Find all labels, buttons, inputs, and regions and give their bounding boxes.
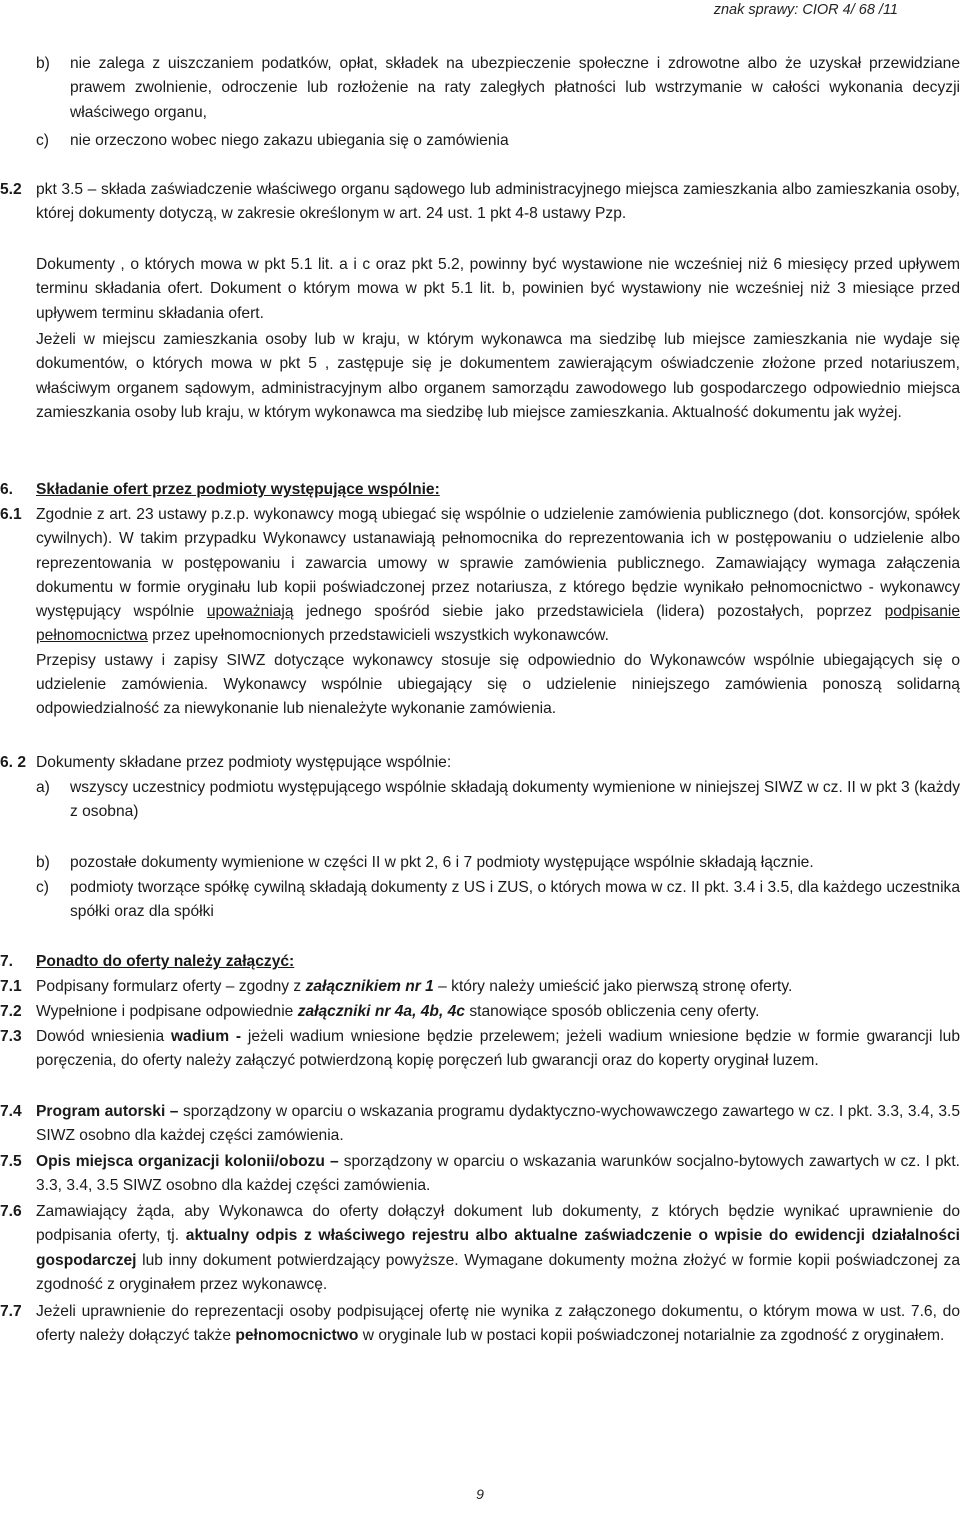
section-number: 6. — [0, 481, 14, 498]
list-item-b — [0, 52, 960, 127]
list-text: nie orzeczono wobec niego zakazu ubiegania się o zamówienia — [70, 132, 509, 149]
section-number: 7.4 — [0, 1103, 22, 1120]
list-label: b) — [36, 854, 50, 871]
section-text: Zgodnie z art. 23 ustawy p.z.p. wykonawcy mogą ubiegać się wspólnie o udzielenie zamówienia publicznego (dot. konsorcjów, spółek cywilnych). W takim przypadku Wykonawcy ustanawiają pełnomocnika do reprezentowania ich w postępowaniu o udzielenie albo reprezentowania w postępowaniu i zawarcia umowy w sprawie zamówienia publicznego. Zamawiający wymaga załączenia dokumentu w formie oryginału lub kopii poświadczonej przez notariusza, z którego będzie wynikało pełnomocnictwo - wykonawcy występujący wspólnie upoważniają jednego spośród siebie jako przedstawiciela (lidera) pozostałych, poprzez podpisanie pełnomocnictwa przez upełnomocnionych przedstawicieli wszystkich wykonawców. Przepisy ustawy i zapisy SIWZ dotyczące wykonawcy stosuje się odpowiednio do Wykonawców wspólnie ubiegających się o udzielenie zamówienia. Wykonawcy wspólnie ubiegający się o udzielenie niniejszego zamówienia ponoszą solidarną odpowiedzialność za niewykonanie lub nienależyte wykonanie zamówienia. — [36, 503, 960, 722]
joint-liability-paragraph: Przepisy ustawy i zapisy SIWZ dotyczące wykonawcy stosuje się odpowiednio do Wykonawców wspólnie ubiegających się o udzielenie zamówienia. Wykonawcy wspólnie ubiegający się o udzielenie niniejszego zamówienia ponoszą solidarną odpowiedzialność za niewykonanie lub nienależyte wykonanie zamówienia. — [36, 651, 960, 718]
list-label: c) — [36, 132, 49, 149]
section-text: Podpisany formularz oferty – zgodny z załącznikiem nr 1 – który należy umieścić jako pierwszą stronę oferty. — [36, 978, 793, 995]
list-text: nie zalega z uiszczaniem podatków, opłat, składek na ubezpieczenie społeczne i zdrowotne albo że uzyskał przewidziane prawem zwolnienie, odroczenie lub rozłożenie na raty zaległych płatności lub wstrzymanie w całości wykonania decyzji właściwego organu, — [70, 55, 960, 121]
section-number: 6.1 — [0, 506, 22, 523]
section-text: pkt 3.5 – składa zaświadczenie właściwego organu sądowego lub administracyjnego miejsca zamieszkania albo zamieszkania osoby, której dokumenty dotyczą, w zakresie określonym w art. 24 ust. 1 pkt 4-8 ustawy Pzp. — [36, 181, 960, 223]
section-title: Składanie ofert przez podmioty występujące wspólnie: — [36, 481, 440, 498]
case-reference-header: znak sprawy: CIOR 4/ 68 /11 — [713, 2, 898, 18]
list-label: c) — [36, 879, 49, 896]
list-text: pozostałe dokumenty wymienione w części II w pkt 2, 6 i 7 podmioty występujące wspólnie składają łącznie. — [70, 854, 814, 871]
section-text: Opis miejsca organizacji kolonii/obozu – sporządzony w oparciu o wskazania warunków socjalno-bytowych zawartych w cz. I pkt. 3.3, 3.4, 3.5 SIWZ osobno dla każdej części zamówienia. — [36, 1153, 960, 1195]
list-label: b) — [36, 55, 50, 72]
section-number: 7.1 — [0, 978, 22, 995]
section-title: Ponadto do oferty należy załączyć: — [36, 953, 295, 970]
page-number: 9 — [476, 1486, 484, 1502]
documents-validity-paragraph: Dokumenty , o których mowa w pkt 5.1 lit. a i c oraz pkt 5.2, powinny być wystawione nie wcześniej niż 6 miesięcy przed upływem terminu składania ofert. Dokument o którym mowa w pkt 5.1 lit. b, powinien być wystawiony nie wcześniej niż 3 miesiące przed upływem terminu składania ofert. — [36, 256, 960, 322]
section-text: Wypełnione i podpisane odpowiednie załączniki nr 4a, 4b, 4c stanowiące sposób obliczenia ceny oferty. — [36, 1003, 760, 1020]
section-text: Program autorski – sporządzony w oparciu o wskazania programu dydaktyczno-wychowawczego zawartego w cz. I pkt. 3.3, 3.4, 3.5 SIWZ osobno dla każdej części zamówienia. — [36, 1103, 960, 1145]
section-number: 5.2 — [0, 181, 22, 198]
section-number: 7.3 — [0, 1028, 22, 1045]
section-text: Jeżeli uprawnienie do reprezentacji osoby podpisującej ofertę nie wynika z załączonego dokumentu, o którym mowa w ust. 7.6, do oferty należy dołączyć także pełnomocnictwo w oryginale lub w postaci kopii poświadczonej notarialnie za zgodność z oryginałem. — [36, 1303, 960, 1345]
section-number: 7.5 — [0, 1153, 22, 1170]
section-text: Dowód wniesienia wadium - jeżeli wadium wniesione będzie przelewem; jeżeli wadium wniesione będzie w formie gwarancji lub poręczenia, do oferty należy załączyć potwierdzoną kopię poręczeń lub gwarancji oraz do koperty oryginał luzem. — [36, 1028, 960, 1070]
section-number: 7.7 — [0, 1303, 22, 1320]
foreign-documents-paragraph: Jeżeli w miejscu zamieszkania osoby lub w kraju, w którym wykonawca ma siedzibę lub miejsce zamieszkania nie wydaje się dokumentów, o których mowa w pkt 5 , zastępuje się je dokumentem zawierającym oświadczenie złożone przed notariuszem, właściwym organem sądowym, administracyjnym albo organem samorządu zawodowego lub gospodarczego odpowiednio miejsca zamieszkania osoby lub kraju, w którym wykonawca ma siedzibę lub miejsce zamieszkania. Aktualność dokumentu jak wyżej. — [36, 331, 960, 421]
underlined-term: upoważniają — [206, 603, 294, 621]
underlined-term: podpisanie pełnomocnictwa — [36, 603, 960, 645]
section-text: Zamawiający żąda, aby Wykonawca do oferty dołączył dokument lub dokumenty, z których będzie wynikać uprawnienie do podpisania oferty, tj. aktualny odpis z właściwego rejestru albo aktualne zaświadczenie o wpisie do ewidencji działalności gospodarczej lub inny dokument potwierdzający powyższe. Wymagane dokumenty można złożyć w formie kopii poświadczonej za zgodność z oryginałem przez wykonawcę. — [36, 1203, 960, 1293]
section-number: 7.6 — [0, 1203, 22, 1220]
section-text: Dokumenty składane przez podmioty występujące wspólnie: — [36, 754, 452, 771]
list-label: a) — [36, 779, 50, 796]
section-number: 7. — [0, 953, 14, 970]
section-number: 6. 2 — [0, 754, 27, 771]
list-text: podmioty tworzące spółkę cywilną składają dokumenty z US i ZUS, o których mowa w cz. II pkt. 3.4 i 3.5, dla każdego uczestnika spółki oraz dla spółki — [70, 879, 960, 921]
section-number: 7.2 — [0, 1003, 22, 1020]
list-text: wszyscy uczestnicy podmiotu występującego wspólnie składają dokumenty wymienione w niniejszej SIWZ w cz. II w pkt 3 (każdy z osobna) — [70, 779, 960, 821]
